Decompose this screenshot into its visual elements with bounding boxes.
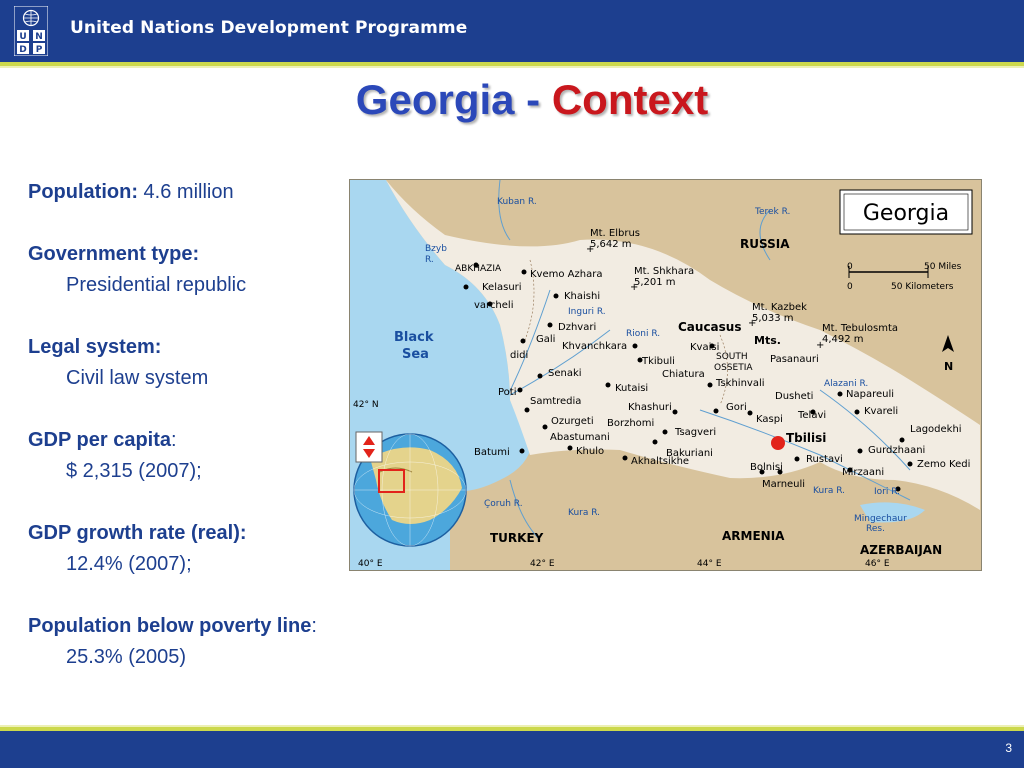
reservoir-label: Mingechaur xyxy=(854,514,907,524)
capital-tbilisi: Tbilisi xyxy=(786,431,827,445)
caucasus-mts: Mts. xyxy=(754,334,781,347)
fact-poverty: Population below poverty line: xyxy=(28,615,317,637)
georgia-map xyxy=(349,179,982,571)
city-ochamchira: varcheli xyxy=(474,300,514,311)
city-kvemo-azhara: Kvemo Azhara xyxy=(530,269,603,280)
river-iori: Iori R. xyxy=(874,487,901,497)
growth-value: 12.4% (2007); xyxy=(66,553,192,575)
north-label: N xyxy=(944,360,954,373)
city-khulo: Khulo xyxy=(576,446,605,457)
city-akhaltsikhe: Akhaltsikhe xyxy=(631,456,690,467)
poverty-label: Population below poverty line xyxy=(28,615,312,637)
scale-miles: 50 Miles xyxy=(924,262,962,272)
city-tskhinvali: Tskhinvali xyxy=(716,378,765,389)
city-telavi: Telavi xyxy=(798,410,827,421)
city-tsagveri: Tsagveri xyxy=(675,427,717,438)
sea-sea: Sea xyxy=(402,347,429,362)
city-khashuri: Khashuri xyxy=(628,402,672,413)
svg-text:+: + xyxy=(586,244,595,255)
peak-tebulosmta-height: 4,492 m xyxy=(822,334,864,345)
city-gali: Gali xyxy=(536,334,556,345)
peak-shkhara: Mt. Shkhara xyxy=(634,266,695,277)
city-dusheti: Dusheti xyxy=(775,391,814,402)
peak-elbrus: Mt. Elbrus xyxy=(590,228,641,239)
city-abastumani: Abastumani xyxy=(550,432,610,443)
facts-list xyxy=(28,177,348,673)
city-mirzaani: Mirzaani xyxy=(842,467,885,478)
city-zemo-kedi: Zemo Kedi xyxy=(917,459,971,470)
city-khvanchkara: Khvanchkara xyxy=(562,341,628,352)
population-value: 4.6 million xyxy=(143,181,234,203)
city-kaspi: Kaspi xyxy=(756,414,783,425)
city-tkibuli: Tkibuli xyxy=(642,356,675,367)
city-kutaisi: Kutaisi xyxy=(615,383,649,394)
header-bar xyxy=(0,0,1024,62)
grid-lon-42: 42° E xyxy=(530,559,555,569)
city-bakuriani: Bakuriani xyxy=(666,448,713,459)
svg-text:+: + xyxy=(816,340,825,351)
map-canvas xyxy=(350,180,982,571)
river-rioni: Rioni R. xyxy=(626,329,661,339)
peak-shkhara-height: 5,201 m xyxy=(634,277,676,288)
legal-value: Civil law system xyxy=(66,367,209,389)
city-kelasuri: Kelasuri xyxy=(482,282,522,293)
undp-logo xyxy=(14,6,48,56)
city-senaki: Senaki xyxy=(548,368,582,379)
river-coruh: Çoruh R. xyxy=(484,499,523,509)
country-armenia: ARMENIA xyxy=(722,529,785,543)
city-gurdzhaani: Gurdzhaani xyxy=(868,445,926,456)
page-number: 3 xyxy=(1005,741,1012,755)
city-poti: Poti xyxy=(498,387,517,398)
city-samtredia: Samtredia xyxy=(530,396,582,407)
river-bzyb-r: R. xyxy=(425,255,434,265)
river-kuban: Kuban R. xyxy=(497,197,537,207)
legal-label: Legal system: xyxy=(28,336,162,358)
government-label: Government type: xyxy=(28,243,200,265)
fact-gdp: GDP per capita: xyxy=(28,429,177,451)
scale-km: 50 Kilometers xyxy=(891,282,954,292)
grid-lon-44: 44° E xyxy=(697,559,722,569)
river-bzyb: Bzyb xyxy=(425,244,447,254)
city-dzhvari: Dzhvari xyxy=(558,322,597,333)
grid-lat-42: 42° N xyxy=(353,400,379,410)
slide-title xyxy=(0,76,1024,124)
grid-lon-46: 46° E xyxy=(865,559,890,569)
logo-letter-n: N xyxy=(35,32,43,42)
poverty-value: 25.3% (2005) xyxy=(66,646,187,668)
river-alazani: Alazani R. xyxy=(824,379,869,389)
logo-letter-p: P xyxy=(35,45,43,55)
footer-bar xyxy=(0,731,1024,768)
city-lagodekhi: Lagodekhi xyxy=(910,424,962,435)
city-bolnisi: Bolnisi xyxy=(750,462,783,473)
gdp-value: $ 2,315 (2007); xyxy=(66,460,202,482)
population-label: Population: xyxy=(28,181,138,203)
city-kvareli: Kvareli xyxy=(864,406,899,417)
gdp-label: GDP per capita xyxy=(28,429,172,451)
organization-name: United Nations Development Programme xyxy=(70,18,468,38)
tbilisi-marker xyxy=(771,436,785,450)
river-kura-east: Kura R. xyxy=(813,486,846,496)
country-russia: RUSSIA xyxy=(740,237,790,251)
river-terek: Terek R. xyxy=(755,207,791,217)
city-napareuli: Napareuli xyxy=(846,389,895,400)
logo-letter-d: D xyxy=(19,45,27,55)
country-azerbaijan: AZERBAIJAN xyxy=(860,543,943,557)
city-ozurgeti: Ozurgeti xyxy=(551,416,594,427)
city-kvaisi: Kvaisi xyxy=(690,342,720,353)
city-rustavi: Rustavi xyxy=(806,454,843,465)
scale-zero-km: 0 xyxy=(847,282,853,292)
city-zugdidi: didi xyxy=(510,350,529,361)
peak-kazbek-height: 5,033 m xyxy=(752,313,794,324)
peak-tebulosmta: Mt. Tebulosmta xyxy=(822,323,899,334)
grid-lon-40: 40° E xyxy=(358,559,383,569)
fact-population xyxy=(28,177,348,208)
svg-text:+: + xyxy=(630,282,639,293)
locator-globe xyxy=(354,432,466,546)
city-borzhomi: Borzhomi xyxy=(607,418,655,429)
region-south-ossetia-2: OSSETIA xyxy=(714,363,753,373)
river-inguri: Inguri R. xyxy=(568,307,606,317)
river-kura-west: Kura R. xyxy=(568,508,601,518)
title-context: Context xyxy=(551,76,709,123)
caucasus-label: Caucasus xyxy=(678,320,742,334)
header-divider-light xyxy=(0,66,1024,68)
city-batumi: Batumi xyxy=(474,447,510,458)
logo-letter-u: U xyxy=(19,32,27,42)
government-value: Presidential republic xyxy=(66,274,247,296)
city-pasanauri: Pasanauri xyxy=(770,354,819,365)
city-khaishi: Khaishi xyxy=(564,291,601,302)
map-title-box xyxy=(840,190,972,234)
title-country: Georgia - xyxy=(355,76,541,123)
city-chiatura: Chiatura xyxy=(662,369,705,380)
svg-text:+: + xyxy=(748,318,757,329)
scale-zero-miles: 0 xyxy=(847,262,853,272)
growth-label: GDP growth rate (real): xyxy=(28,522,247,544)
city-gori: Gori xyxy=(726,402,747,413)
region-abkhazia: ABKHAZIA xyxy=(455,264,502,274)
city-marneuli: Marneuli xyxy=(762,479,806,490)
peak-elbrus-height: 5,642 m xyxy=(590,239,632,250)
reservoir-res: Res. xyxy=(866,524,885,534)
country-turkey: TURKEY xyxy=(490,531,544,545)
map-title: Georgia xyxy=(862,201,950,226)
sea-black: Black xyxy=(394,330,434,345)
peak-kazbek: Mt. Kazbek xyxy=(752,302,807,313)
region-south-ossetia: SOUTH xyxy=(716,352,748,362)
